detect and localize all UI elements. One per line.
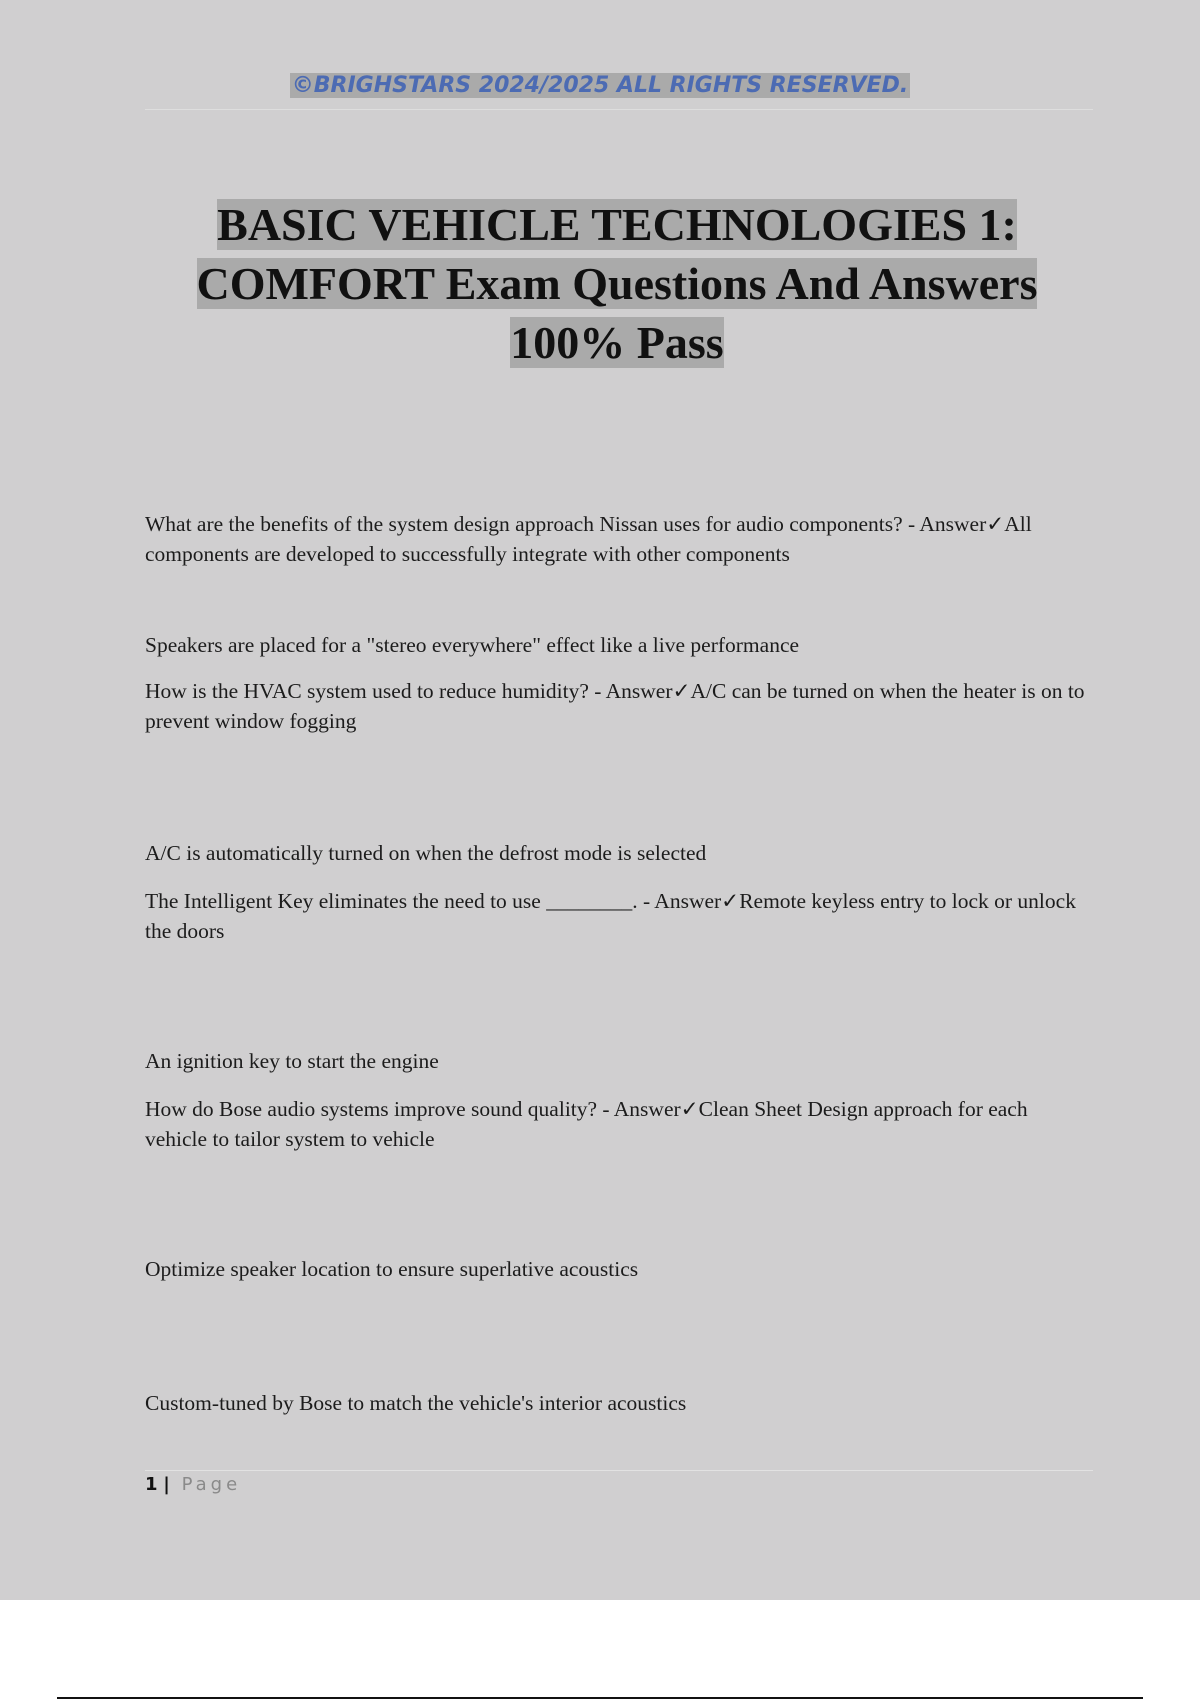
title-line-1: BASIC VEHICLE TECHNOLOGIES 1: (217, 199, 1017, 250)
page-header (0, 71, 1200, 101)
title-line-2: COMFORT Exam Questions And Answers (196, 258, 1038, 309)
answer-3-extra: An ignition key to start the engine (145, 1049, 439, 1073)
page-number: 1 (145, 1474, 158, 1495)
answer-1-extra: Speakers are placed for a "stereo everywhere" effect like a live performance (145, 633, 800, 657)
header-divider (145, 109, 1093, 110)
question-1: What are the benefits of the system design approach Nissan uses for audio components? - Answer✓All components are developed to successfully integrate with other components (145, 512, 1032, 566)
question-4: How do Bose audio systems improve sound quality? - Answer✓Clean Sheet Design approach for each vehicle to tailor system to vehicle (145, 1097, 1028, 1151)
question-3: The Intelligent Key eliminates the need to use ________. - Answer✓Remote keyless entry to lock or unlock the doors (145, 889, 1076, 943)
answer-4-extra-1: Optimize speaker location to ensure superlative acoustics (145, 1257, 639, 1281)
question-2: How is the HVAC system used to reduce humidity? - Answer✓A/C can be turned on when the heater is on to prevent window fogging (145, 679, 1085, 733)
page-footer (145, 1472, 241, 1498)
next-page-top-rule (57, 1697, 1143, 1699)
document-title (120, 195, 1114, 372)
footer-divider (145, 1470, 1093, 1471)
copyright-notice: ©BRIGHSTARS 2024/2025 ALL RIGHTS RESERVED. (291, 73, 909, 98)
answer-2-extra: A/C is automatically turned on when the defrost mode is selected (145, 841, 707, 865)
answer-4-extra-2: Custom-tuned by Bose to match the vehicle's interior acoustics (145, 1391, 687, 1415)
footer-separator: | (163, 1474, 170, 1495)
page-label: Page (181, 1474, 242, 1495)
title-line-3: 100% Pass (510, 317, 724, 368)
